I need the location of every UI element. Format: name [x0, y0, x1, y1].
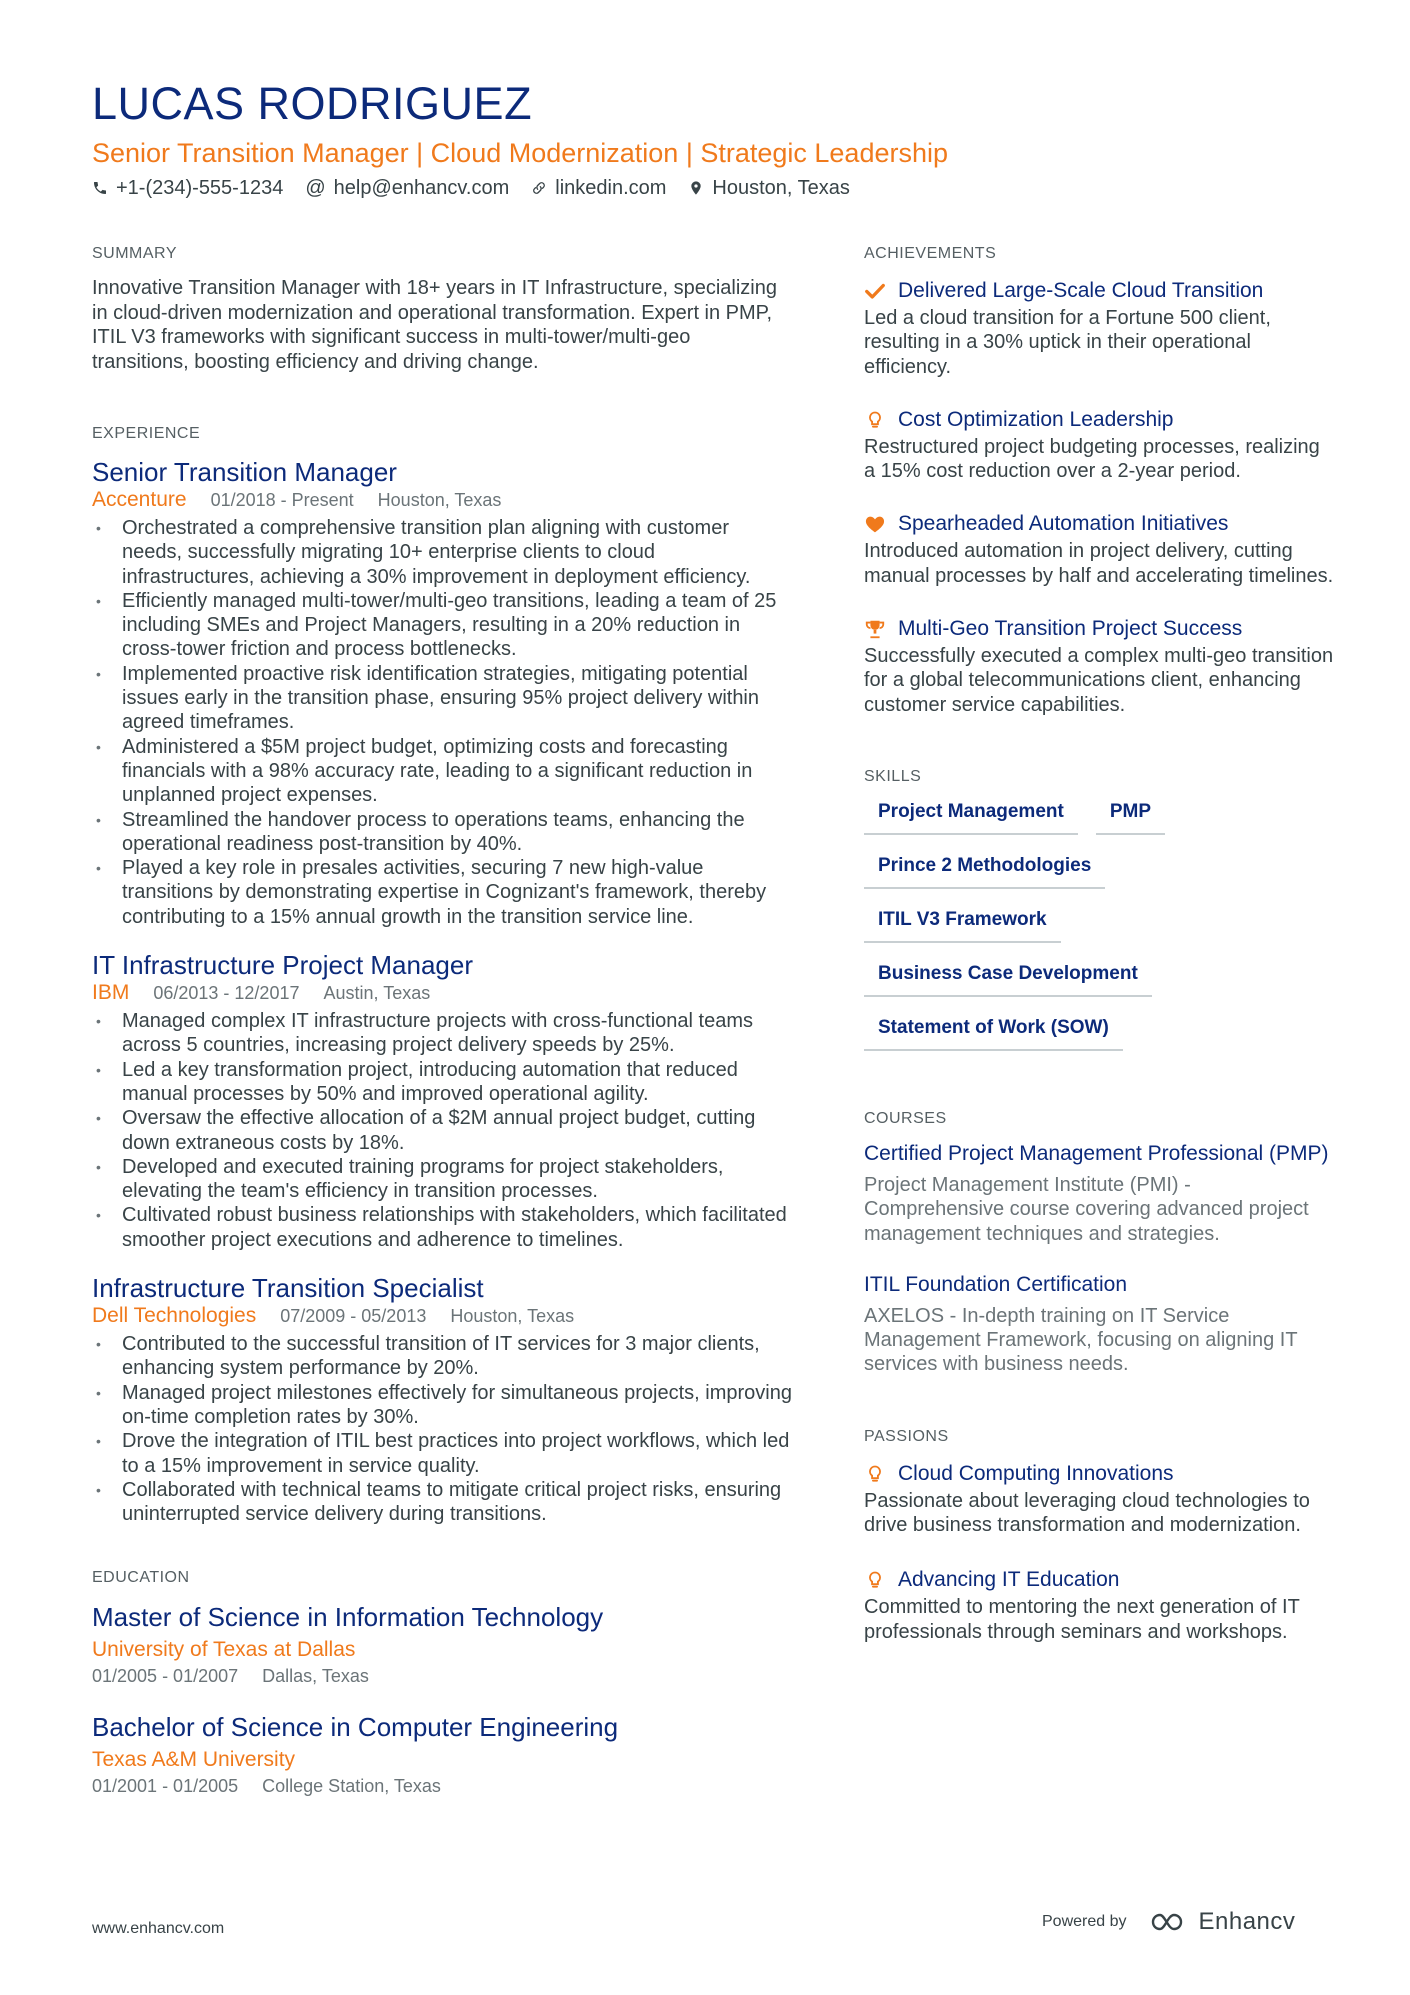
- right-column: [864, 244, 1334, 1672]
- passion-title: Advancing IT Education: [898, 1568, 1120, 1592]
- achievements-heading: ACHIEVEMENTS: [864, 245, 997, 262]
- job-bullet: • Managed complex IT infrastructure projects with cross-functional teams across 5 countries, increasing project delivery speeds by 25%.: [92, 1009, 792, 1058]
- job-bullet: • Oversaw the effective allocation of a $2M annual project budget, cutting down extraneous costs by 18%.: [92, 1106, 792, 1155]
- achievement-header: [864, 509, 1334, 539]
- job-bullet: • Collaborated with technical teams to mitigate critical project risks, ensuring uninterrupted service delivery during transitions.: [92, 1478, 792, 1527]
- phone-text: +1-(234)-555-1234: [116, 177, 284, 199]
- contact-phone: [92, 174, 283, 202]
- email-text[interactable]: help@enhancv.com: [333, 177, 510, 199]
- course-description: AXELOS - In-depth training on IT Service Management Framework, focusing on aligning IT services with business needs.: [864, 1304, 1298, 1376]
- education-school: Texas A&M University: [92, 1748, 296, 1772]
- job-bullet: • Cultivated robust business relationships with stakeholders, which facilitated smoother project executions and adherence to timelines.: [92, 1203, 792, 1252]
- at-icon: @: [305, 177, 326, 199]
- enhancv-logo-icon: [1149, 1910, 1189, 1934]
- job-bullet: • Played a key role in presales activities, securing 7 new high-value transitions by demonstrating expertise in Cognizant's framework, thereby contributing to a 15% annual growth in the transition service line.: [92, 856, 792, 929]
- job-bullets: [92, 516, 792, 929]
- check-icon: [864, 280, 886, 302]
- link-icon: [531, 179, 547, 197]
- skill-tag: Project Management: [864, 799, 1078, 835]
- powered-by-label: Powered by: [1042, 1913, 1127, 1930]
- job-bullet: • Managed project milestones effectively for simultaneous projects, improving on-time completion rates by 30%.: [92, 1381, 792, 1430]
- skills-row: [864, 961, 1334, 997]
- education-degree: Master of Science in Information Technology: [92, 1602, 604, 1633]
- education-meta: [92, 1774, 792, 1798]
- passion-title: Cloud Computing Innovations: [898, 1461, 1174, 1485]
- job-bullet: • Contributed to the successful transition of IT services for 3 major clients, enhancing system performance by 20%.: [92, 1332, 792, 1381]
- job-bullets: [92, 1009, 792, 1252]
- achievement-entry: [864, 614, 1334, 717]
- skill-tag: Statement of Work (SOW): [864, 1015, 1123, 1051]
- job-bullet: • Implemented proactive risk identification strategies, mitigating potential issues early in the transition phase, ensuring 95% project delivery within agreed timeframes.: [92, 662, 792, 735]
- job-entry: [92, 1272, 792, 1526]
- company-name: Dell Technologies: [92, 1304, 257, 1328]
- passion-description: Passionate about leveraging cloud technologies to drive business transformation and modernization.: [864, 1489, 1310, 1537]
- job-location: Austin, Texas: [323, 983, 431, 1004]
- job-bullet: • Led a key transformation project, introducing automation that reduced manual processes by 50% and improved operational agility.: [92, 1058, 792, 1107]
- lightbulb-icon: [864, 1463, 886, 1485]
- achievement-description: Led a cloud transition for a Fortune 500 client, resulting in a 30% uptick in their operational efficiency.: [864, 307, 1271, 378]
- education-dates: 01/2001 - 01/2005: [92, 1776, 239, 1797]
- job-bullet: • Drove the integration of ITIL best practices into project workflows, which led to a 15% improvement in service quality.: [92, 1429, 792, 1478]
- enhancv-logo[interactable]: [1149, 1908, 1296, 1936]
- footer-website[interactable]: www.enhancv.com: [92, 1920, 225, 1937]
- course-title: ITIL Foundation Certification: [864, 1272, 1128, 1296]
- phone-icon: [92, 179, 108, 197]
- job-entry: [92, 456, 792, 929]
- passions-list: [864, 1459, 1334, 1644]
- achievements-list: [864, 276, 1334, 717]
- education-entry: [92, 1600, 792, 1688]
- linkedin-text[interactable]: linkedin.com: [555, 177, 667, 199]
- contact-location: [688, 174, 850, 202]
- education-degree: Bachelor of Science in Computer Engineering: [92, 1712, 619, 1743]
- passion-header: [864, 1459, 1334, 1489]
- job-bullet: • Efficiently managed multi-tower/multi-geo transitions, leading a team of 25 including SMEs and Project Managers, resulting in a 20% reduction in cross-tower friction and process bottlenecks.: [92, 589, 792, 662]
- skills-row: [864, 1015, 1334, 1051]
- achievement-title: Spearheaded Automation Initiatives: [898, 512, 1229, 536]
- job-meta: [92, 488, 792, 512]
- skill-tag: Prince 2 Methodologies: [864, 853, 1105, 889]
- achievement-description: Successfully executed a complex multi-geo transition for a global telecommunications client, enhancing customer service capabilities.: [864, 645, 1334, 716]
- heart-icon: [864, 513, 886, 535]
- course-entry: [864, 1141, 1334, 1246]
- job-title: IT Infrastructure Project Manager: [92, 950, 474, 981]
- skill-tag: ITIL V3 Framework: [864, 907, 1061, 943]
- job-title: Infrastructure Transition Specialist: [92, 1273, 484, 1304]
- job-dates: 01/2018 - Present: [210, 490, 354, 510]
- candidate-title: Senior Transition Manager | Cloud Modernization | Strategic Leadership: [92, 138, 948, 168]
- job-meta: [92, 981, 792, 1005]
- achievement-header: [864, 276, 1334, 306]
- skills-row: [864, 799, 1334, 835]
- enhancv-brand-text: Enhancv: [1198, 1908, 1296, 1935]
- achievement-description: Introduced automation in project delivery, cutting manual processes by half and accelerating timelines.: [864, 540, 1334, 587]
- passion-header: [864, 1565, 1334, 1595]
- achievement-entry: [864, 276, 1334, 379]
- passion-entry: [864, 1459, 1334, 1538]
- skills-list: [864, 799, 1334, 1051]
- job-bullet: • Developed and executed training programs for project stakeholders, elevating the team's efficiency in transition processes.: [92, 1155, 792, 1204]
- job-dates: 06/2013 - 12/2017: [153, 983, 300, 1004]
- job-title: Senior Transition Manager: [92, 457, 397, 487]
- achievement-header: [864, 405, 1334, 435]
- education-school: University of Texas at Dallas: [92, 1638, 356, 1662]
- contact-linkedin[interactable]: [531, 174, 666, 202]
- job-dates: 07/2009 - 05/2013: [280, 1306, 427, 1327]
- course-description: Project Management Institute (PMI) - Comprehensive course covering advanced project management techniques and strategies.: [864, 1173, 1309, 1245]
- course-entry: [864, 1272, 1334, 1377]
- course-title: Certified Project Management Professional (PMP): [864, 1141, 1329, 1165]
- education-meta: [92, 1664, 792, 1688]
- education-location: College Station, Texas: [262, 1776, 441, 1797]
- company-name: IBM: [92, 981, 130, 1005]
- education-location: Dallas, Texas: [262, 1666, 369, 1687]
- achievement-description: Restructured project budgeting processes, realizing a 15% cost reduction over a 2-year period.: [864, 435, 1320, 483]
- education-list: [92, 1600, 792, 1798]
- skills-row: [864, 853, 1334, 889]
- skills-heading: SKILLS: [864, 767, 922, 785]
- experience-heading: EXPERIENCE: [92, 425, 201, 442]
- left-column: [92, 244, 792, 1820]
- job-location: Houston, Texas: [377, 490, 502, 510]
- job-entry: [92, 949, 792, 1252]
- achievement-title: Delivered Large-Scale Cloud Transition: [898, 279, 1264, 302]
- passion-description: Committed to mentoring the next generation of IT professionals through seminars and workshops.: [864, 1596, 1300, 1643]
- achievement-title: Multi-Geo Transition Project Success: [898, 617, 1243, 641]
- trophy-icon: [864, 618, 886, 640]
- job-location: Houston, Texas: [450, 1306, 575, 1327]
- job-bullet: • Streamlined the handover process to operations teams, enhancing the operational readiness post-transition by 40%.: [92, 808, 792, 857]
- achievement-title: Cost Optimization Leadership: [898, 407, 1174, 431]
- courses-heading: COURSES: [864, 1109, 947, 1127]
- experience-list: [92, 456, 792, 1526]
- job-bullet: • Administered a $5M project budget, optimizing costs and forecasting financials with a 98% accuracy rate, leading to a significant reduction in unplanned project expenses.: [92, 735, 792, 808]
- achievement-header: [864, 614, 1334, 644]
- contact-bar: [92, 174, 850, 202]
- achievement-entry: [864, 509, 1334, 588]
- skills-row: [864, 907, 1334, 943]
- job-bullet: • Orchestrated a comprehensive transition plan aligning with customer needs, successfully migrating 10+ enterprise clients to cloud infrastructures, achieving a 30% improvement in deployment efficiency.: [92, 516, 792, 589]
- footer-branding: [1042, 1908, 1295, 1936]
- achievement-entry: [864, 405, 1334, 484]
- education-entry: [92, 1710, 792, 1798]
- skill-tag: Business Case Development: [864, 961, 1152, 997]
- summary-heading: SUMMARY: [92, 245, 177, 262]
- lightbulb-icon: [864, 1569, 886, 1591]
- passions-heading: PASSIONS: [864, 1427, 949, 1445]
- company-name: Accenture: [92, 488, 187, 511]
- education-heading: EDUCATION: [92, 1569, 190, 1587]
- contact-email[interactable]: [305, 174, 509, 202]
- location-pin-icon: [688, 179, 704, 197]
- candidate-name: LUCAS RODRIGUEZ: [92, 78, 533, 129]
- location-text: Houston, Texas: [712, 177, 850, 199]
- passion-entry: [864, 1565, 1334, 1644]
- skill-tag: PMP: [1096, 799, 1165, 835]
- courses-list: [864, 1141, 1334, 1377]
- job-bullets: [92, 1332, 792, 1526]
- education-dates: 01/2005 - 01/2007: [92, 1666, 239, 1687]
- job-meta: [92, 1304, 792, 1328]
- lightbulb-icon: [864, 409, 886, 431]
- summary-text: Innovative Transition Manager with 18+ years in IT Infrastructure, specializing in cloud-driven modernization and operational transformation. Expert in PMP, ITIL V3 frameworks with significant success in multi-tower/multi-geo transitions, boosting efficiency and driving change.: [92, 277, 777, 373]
